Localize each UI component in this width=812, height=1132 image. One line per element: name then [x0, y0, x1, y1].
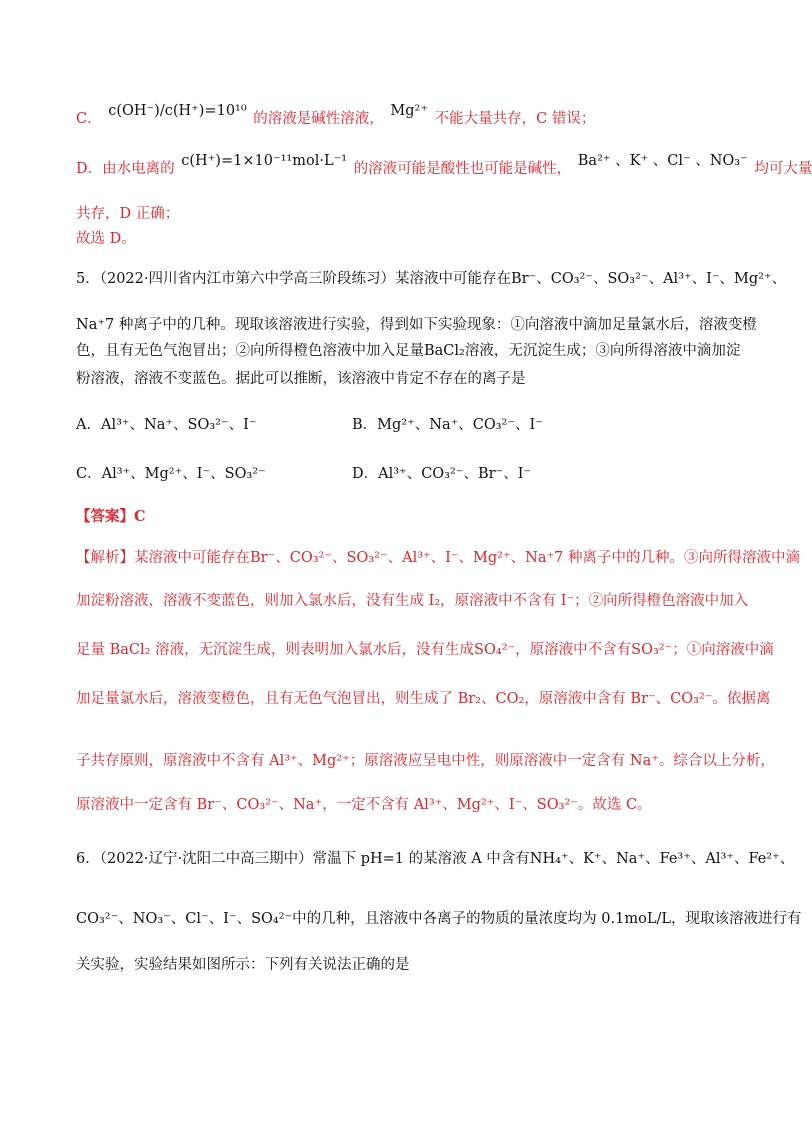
q6-line2: CO₃²⁻、NO₃⁻、Cl⁻、I⁻、SO₄²⁻中的几种，且溶液中各离子的物质的量浓度均为 0.1moL/L，现取该溶液进行有: [76, 911, 802, 927]
d-formula: c(H⁺)=1×10⁻¹¹mol·L⁻¹: [181, 153, 348, 169]
d-end: 均可大量: [754, 161, 812, 177]
option-c: C．Al³⁺、Mg²⁺、I⁻、SO₃²⁻: [76, 466, 266, 482]
option-d: D．Al³⁺、CO₃²⁻、Br⁻、I⁻: [352, 466, 532, 482]
d-label: D．由水电离的: [76, 161, 175, 177]
analysis-line3: 足量 BaCl₂ 溶液，无沉淀生成，则表明加入氯水后，没有生成SO₄²⁻，原溶液中不含有SO₃²⁻；①向溶液中滴: [76, 642, 774, 658]
q6-line1: 6．（2022·辽宁·沈阳二中高三期中）常温下 pH=1 的某溶液 A 中含有NH₄⁺、K⁺、Na⁺、Fe³⁺、Al³⁺、Fe²⁺、: [76, 851, 795, 867]
c-end: 不能大量共存，C 错误；: [434, 111, 596, 127]
analysis-line4: 加足量氯水后，溶液变橙色，且有无色气泡冒出，则生成了 Br₂、CO₂，原溶液中含有 Br⁻、CO₃²⁻。依据离: [76, 691, 771, 707]
q5-line1: 5．（2022·四川省内江市第六中学高三阶段练习）某溶液中可能存在Br⁻、CO₃²⁻、SO₃²⁻、Al³⁺、I⁻、Mg²⁺、: [76, 271, 787, 287]
c-mg-ion: Mg²⁺: [390, 103, 429, 119]
option-d-explanation: [76, 153, 812, 180]
q5-line3: 色，且有无色气泡冒出；②向所得橙色溶液中加入足量BaCl₂溶液，无沉淀生成；③向所得溶液中滴加淀: [76, 343, 741, 359]
analysis-line5: 子共存原则，原溶液中不含有 Al³⁺、Mg²⁺；原溶液应呈电中性，则原溶液中一定含有 Na⁺。综合以上分析，: [76, 753, 775, 769]
d-rest: 的溶液可能是酸性也可能是碱性，: [353, 161, 572, 177]
option-c-explanation: [76, 103, 736, 130]
d-line3: 故选 D。: [76, 231, 136, 247]
q5-line2: Na⁺7 种离子中的几种。现取该溶液进行实验，得到如下实验现象：①向溶液中滴加足量氯水后，溶液变橙: [76, 317, 757, 333]
c-rest: 的溶液是碱性溶液，: [253, 111, 384, 127]
answer-label: 【答案】C: [76, 508, 146, 525]
d-line2: 共存，D 正确；: [76, 206, 180, 222]
q6-line3: 关实验，实验结果如图所示：下列有关说法正确的是: [76, 957, 410, 973]
d-ions: Ba²⁺ 、K⁺ 、Cl⁻ 、NO₃⁻: [577, 153, 748, 169]
q5-line4: 粉溶液，溶液不变蓝色。据此可以推断，该溶液中肯定不存在的离子是: [76, 371, 526, 387]
option-a: A．Al³⁺、Na⁺、SO₃²⁻、I⁻: [76, 417, 257, 433]
c-formula: c(OH⁻)/c(H⁺)=10¹⁰: [108, 103, 247, 119]
analysis-line2: 加淀粉溶液，溶液不变蓝色，则加入氯水后，没有生成 I₂，原溶液中不含有 I⁻；②向所得橙色溶液中加入: [76, 593, 749, 609]
option-b: B．Mg²⁺、Na⁺、CO₃²⁻、I⁻: [352, 417, 543, 433]
c-label: C．: [76, 111, 102, 127]
analysis-line1: 【解析】某溶液中可能存在Br⁻、CO₃²⁻、SO₃²⁻、Al³⁺、I⁻、Mg²⁺、Na⁺7 种离子中的几种。③向所得溶液中滴: [76, 550, 800, 566]
analysis-line6: 原溶液中一定含有 Br⁻、CO₃²⁻、Na⁺，一定不含有 Al³⁺、Mg²⁺、I⁻、SO₃²⁻。故选 C。: [76, 797, 652, 813]
